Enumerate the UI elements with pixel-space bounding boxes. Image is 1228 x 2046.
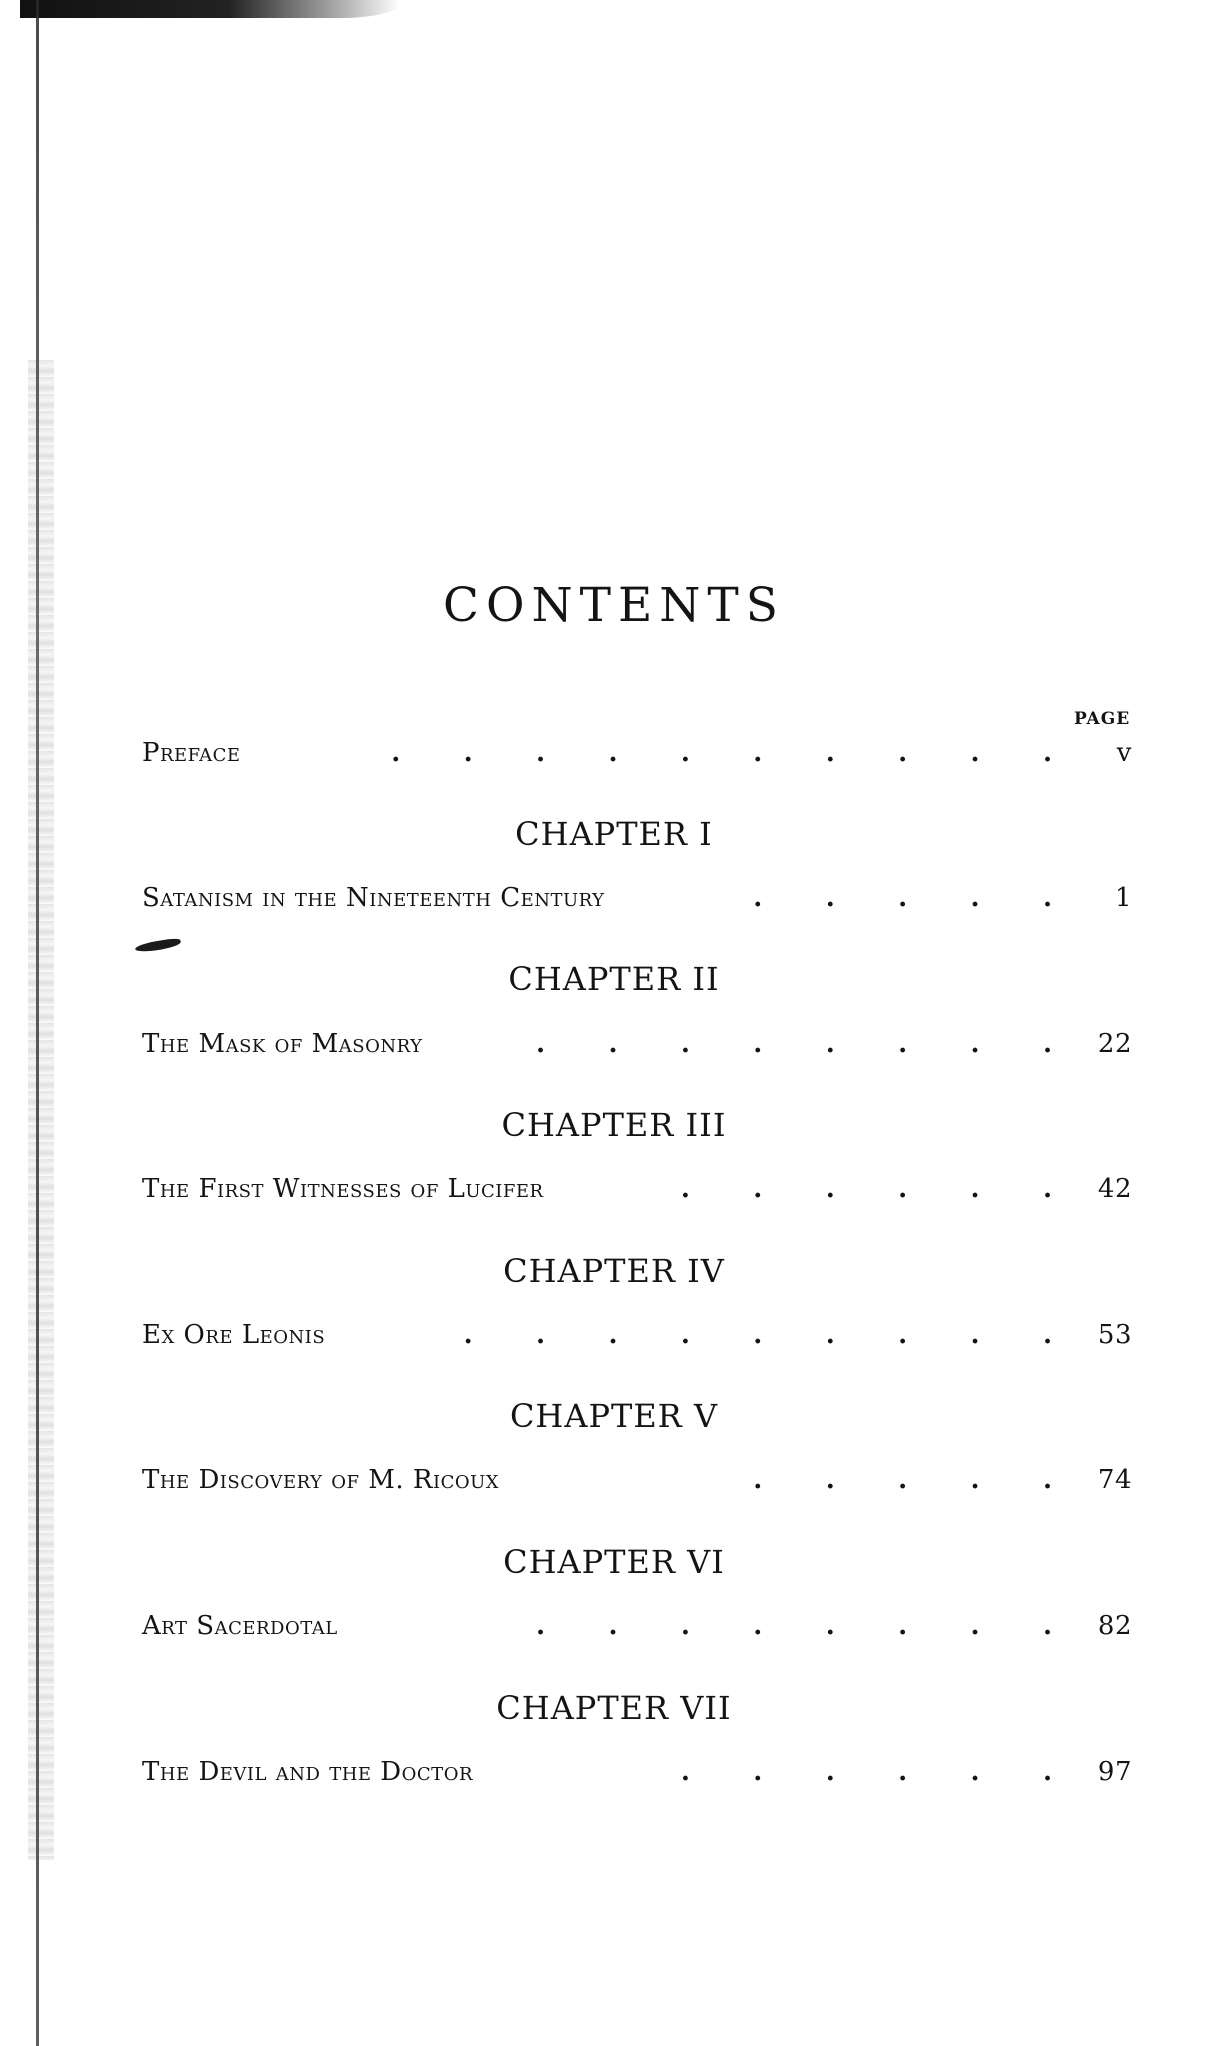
spine-edge xyxy=(36,0,39,2046)
page-column-header: PAGE xyxy=(1074,709,1131,729)
chapter-heading-5: CHAPTER V xyxy=(509,1397,719,1435)
chapter-heading-1: CHAPTER I xyxy=(515,815,713,853)
toc-entry-chapter-2[interactable] xyxy=(142,1029,1132,1069)
leader-dots: . . . . . xyxy=(753,1465,1052,1495)
toc-entry-title: Satanism in the Nineteenth Century xyxy=(142,883,605,913)
toc-entry-chapter-1[interactable] xyxy=(142,883,1132,923)
leader-dots: . . . . . . . . . xyxy=(463,1320,1052,1350)
page-title: CONTENTS xyxy=(443,578,785,633)
chapter-heading-6: CHAPTER VI xyxy=(503,1543,725,1581)
toc-entry-chapter-5[interactable] xyxy=(142,1465,1132,1505)
toc-entry-chapter-6[interactable] xyxy=(142,1611,1132,1651)
toc-entry-title: Preface xyxy=(142,738,241,768)
chapter-heading-7: CHAPTER VII xyxy=(496,1689,732,1727)
toc-page-number: 97 xyxy=(1097,1757,1132,1787)
toc-page-number: 42 xyxy=(1097,1174,1132,1204)
toc-entry-title: Ex Ore Leonis xyxy=(142,1320,326,1350)
toc-entry-title: The Mask of Masonry xyxy=(142,1029,423,1059)
ink-mark xyxy=(135,937,182,954)
leader-dots: . . . . . xyxy=(753,883,1052,913)
leader-dots: . . . . . . . . . . xyxy=(391,738,1052,768)
toc-page-number: v xyxy=(1116,738,1132,768)
toc-page-number: 1 xyxy=(1114,883,1132,913)
chapter-heading-3: CHAPTER III xyxy=(501,1106,727,1144)
leader-dots: . . . . . . xyxy=(680,1174,1052,1204)
toc-page-number: 74 xyxy=(1097,1465,1132,1495)
toc-entry-title: The First Witnesses of Lucifer xyxy=(142,1174,544,1204)
toc-entry-chapter-4[interactable] xyxy=(142,1320,1132,1360)
toc-entry-title: The Discovery of M. Ricoux xyxy=(142,1465,500,1495)
chapter-heading-2: CHAPTER II xyxy=(508,960,720,998)
toc-page-number: 53 xyxy=(1097,1320,1132,1350)
toc-entry-chapter-7[interactable] xyxy=(142,1757,1132,1797)
toc-entry-preface[interactable] xyxy=(142,738,1132,778)
toc-entry-title: The Devil and the Doctor xyxy=(142,1757,473,1787)
leader-dots: . . . . . . . . xyxy=(536,1029,1052,1059)
leader-dots: . . . . . . . . xyxy=(536,1611,1052,1641)
scan-smear xyxy=(20,0,400,18)
toc-entry-title: Art Sacerdotal xyxy=(142,1611,338,1641)
chapter-heading-4: CHAPTER IV xyxy=(503,1252,725,1290)
leader-dots: . . . . . . xyxy=(680,1757,1052,1787)
toc-entry-chapter-3[interactable] xyxy=(142,1174,1132,1214)
toc-page-number: 22 xyxy=(1097,1029,1132,1059)
toc-page-number: 82 xyxy=(1097,1611,1132,1641)
